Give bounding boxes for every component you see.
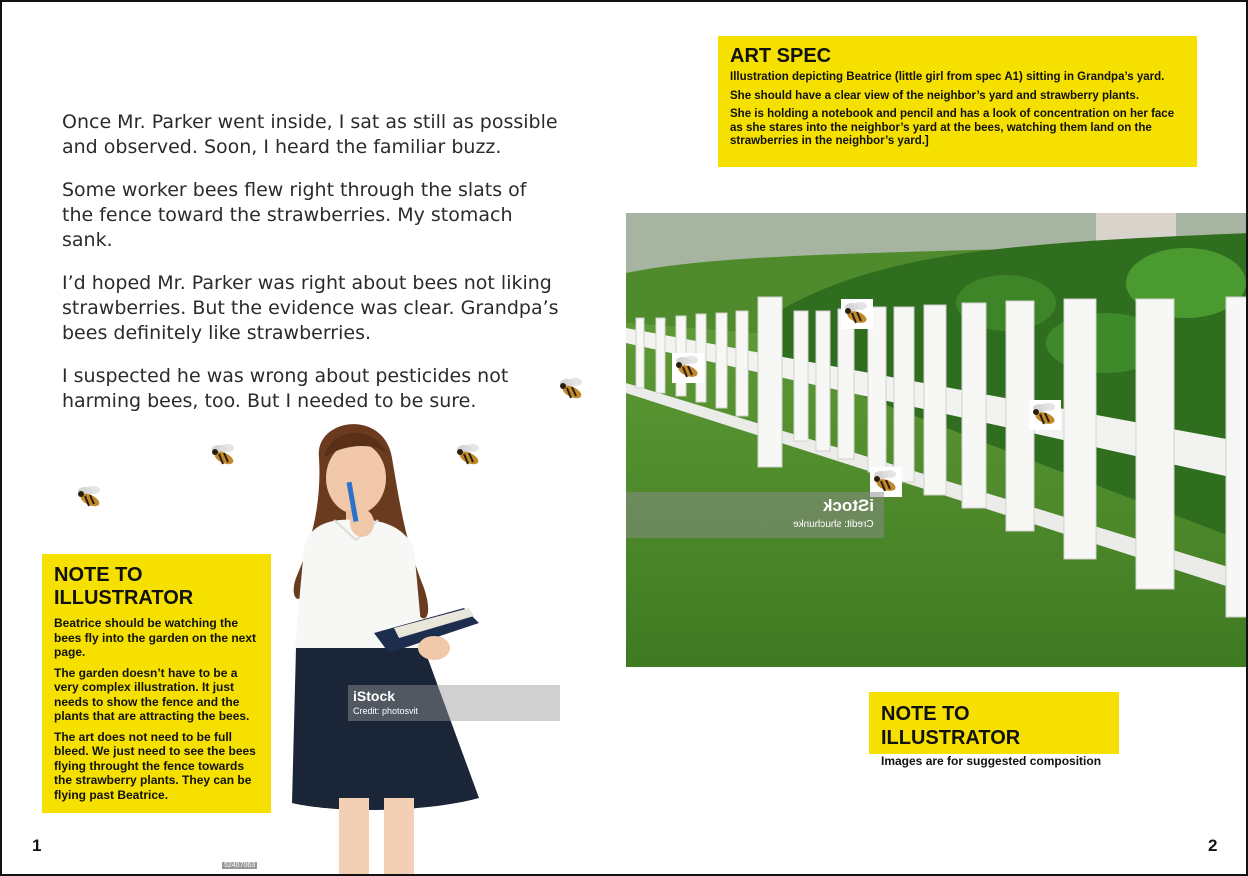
story-paragraph: Some worker bees flew right through the slats of the fence toward the strawberries. My stomach sank. [62,179,527,251]
art-spec-paragraph: She is holding a notebook and pencil and has a look of concentration on her face as she stares into the neighbor’s yard at the bees, watching them land on the strawberries in the neighbor’s yard.] [730,108,1175,147]
note-paragraph: The garden doesn’t have to be a very complex illustration. It just needs to show the fence and the plants that are attracting the bees. [54,665,250,723]
note-paragraph: Beatrice should be watching the bees fly into the garden on the next page. [54,616,257,659]
story-paragraph: I’d hoped Mr. Parker was right about bees not liking strawberries. But the evidence was clear. Grandpa’s bees definitely like strawberries. [62,272,559,344]
story-paragraph: I suspected he was wrong about pesticides not harming bees, too. But I needed to be sure. [62,365,509,412]
art-spec-box [718,36,1197,167]
istock-watermark-left [348,685,560,721]
istock-watermark-right [626,492,884,538]
note-paragraph: The art does not need to be full bleed. We just need to see the bees flying throught the fence towards the strawberry plants. They can be flying past Beatrice. [54,729,256,802]
girl-illustration [274,418,514,876]
note-to-illustrator-left [42,554,271,813]
bee-icon [672,353,704,383]
watermark-credit: Credit: shuchunke [793,519,874,530]
art-spec-heading: ART SPEC [730,45,832,67]
bee-icon [1029,400,1061,430]
page-number-right: 2 [1208,836,1218,855]
bee-icon [557,376,587,402]
fence-photo [626,213,1248,667]
bee-icon [209,442,239,468]
story-paragraph: Once Mr. Parker went inside, I sat as still as possible and observed. Soon, I heard the familiar buzz. [62,111,558,158]
art-spec-paragraph: She should have a clear view of the neighbor’s yard and strawberry plants. [730,89,1140,102]
stock-id-label: 52407063 [224,862,256,869]
bee-icon [454,442,484,468]
bee-icon [75,484,105,510]
bee-icon [841,299,873,329]
page-number-left: 1 [32,836,42,855]
watermark-brand: iStock [822,496,874,515]
art-spec-paragraph: Illustration depicting Beatrice (little girl from spec A1) sitting in Grandpa’s yard. [730,71,1165,83]
note-text: Images are for suggested composition [881,754,1102,768]
note-heading: NOTE TO ILLUSTRATOR [881,703,1021,749]
note-heading: NOTE TO ILLUSTRATOR [54,564,194,609]
watermark-credit: Credit: photosvit [353,706,419,716]
story-text [62,110,562,432]
watermark-brand: iStock [353,688,396,704]
note-to-illustrator-right [869,692,1119,768]
